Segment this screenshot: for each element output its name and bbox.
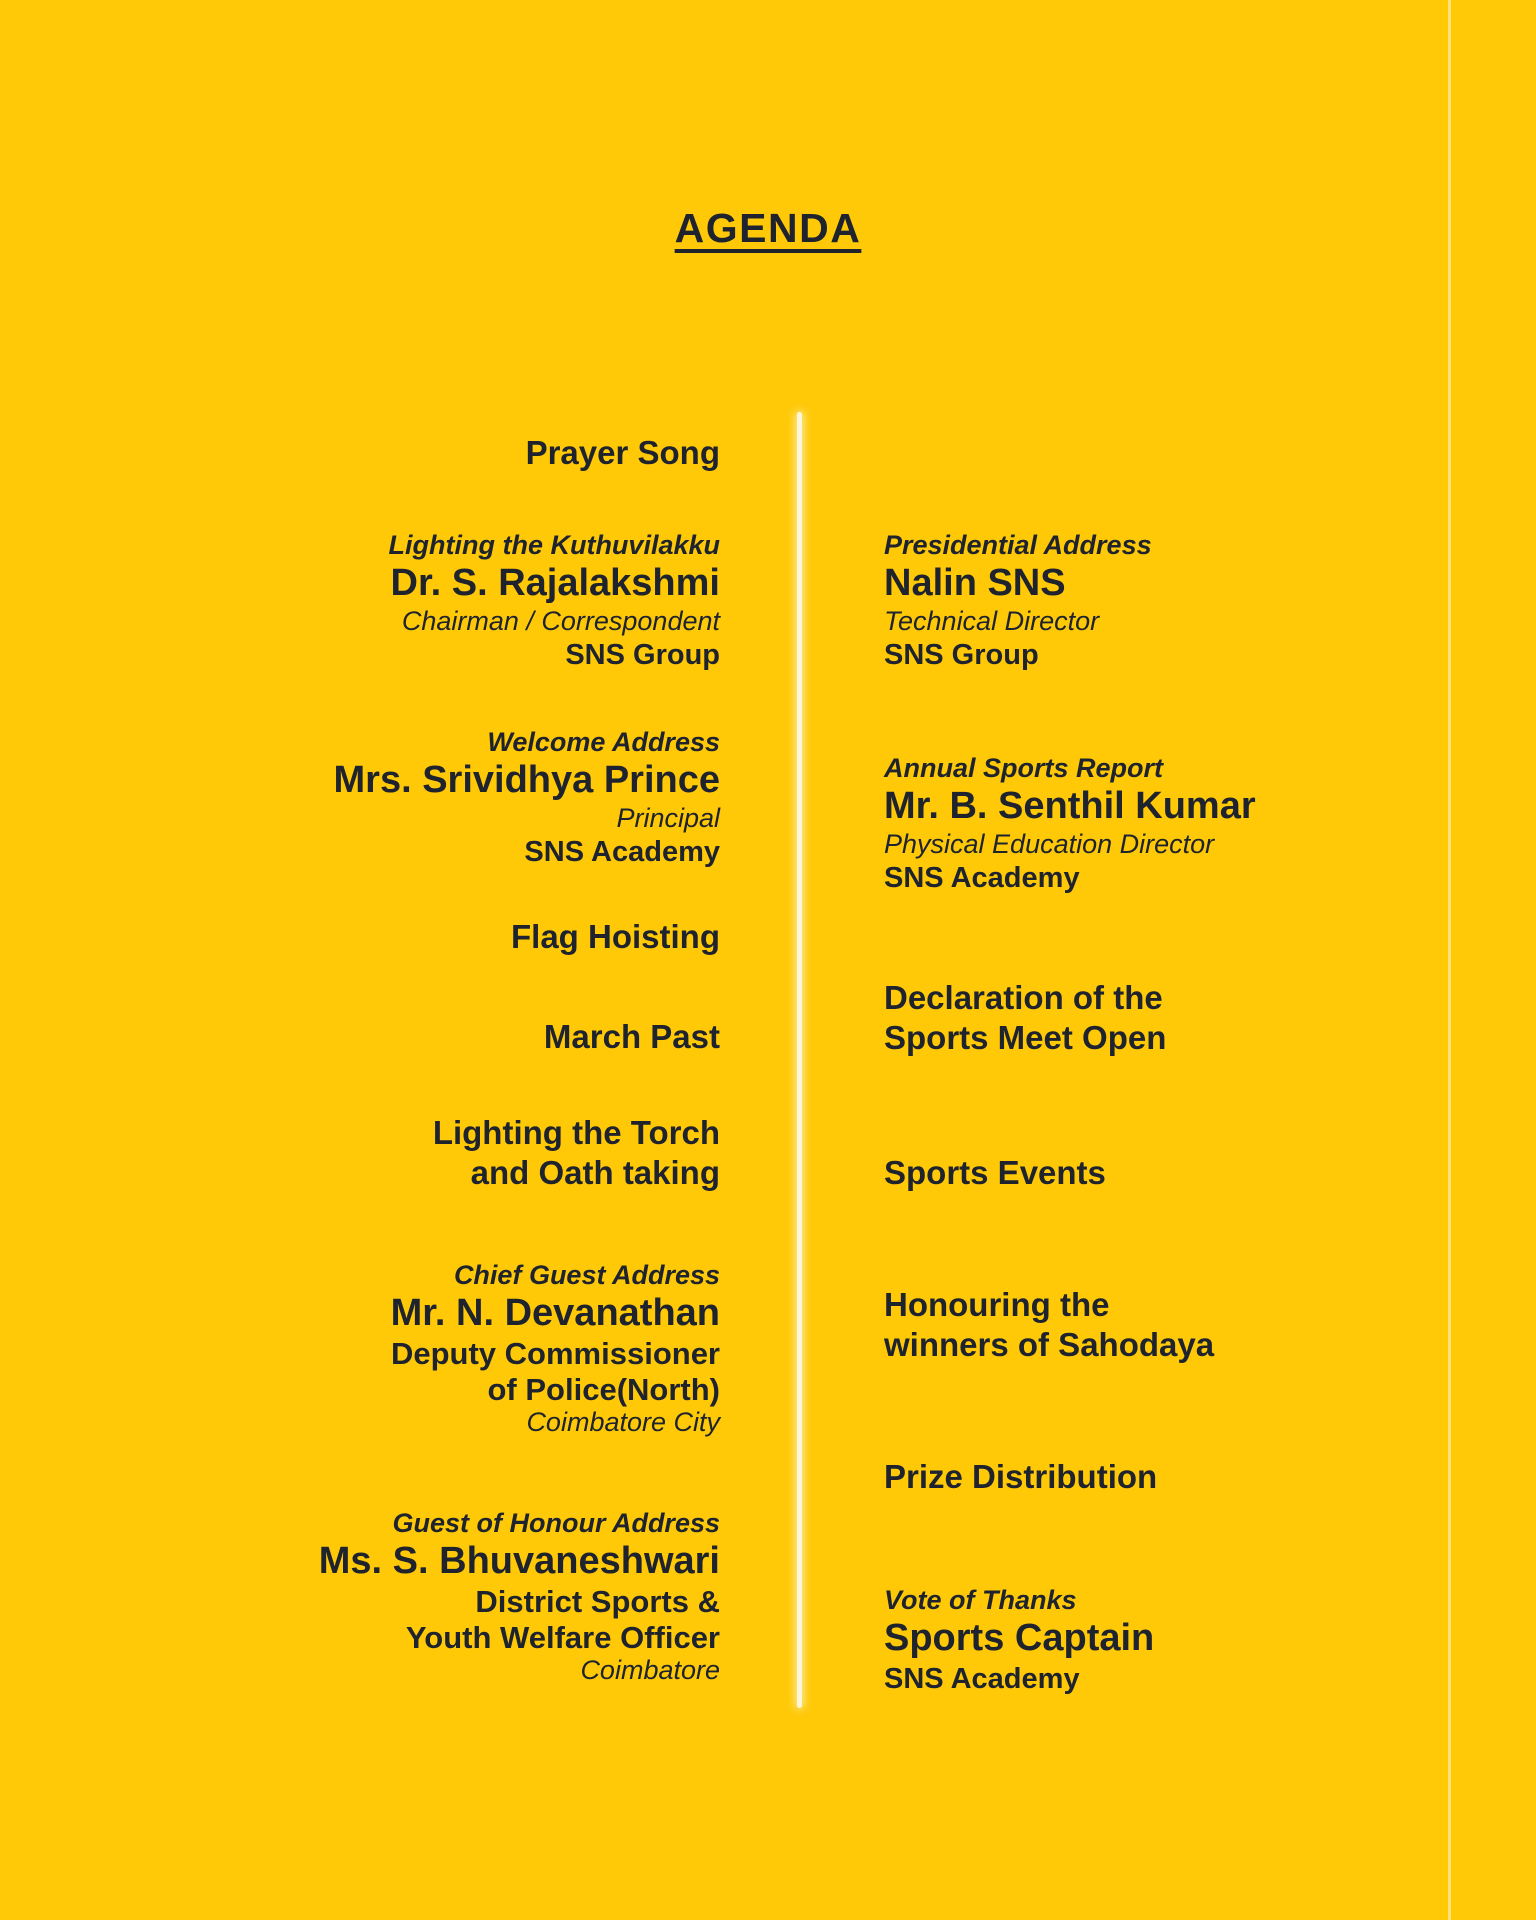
agenda-line-event: and Oath taking (470, 1154, 720, 1192)
agenda-item (160, 727, 720, 870)
agenda-line-event: Prayer Song (525, 434, 720, 471)
agenda-item (160, 1113, 720, 1194)
agenda-line-event: Flag Hoisting (511, 918, 720, 955)
agenda-line-role_italic: Principal (616, 803, 720, 834)
agenda-line-role_bold: District Sports & (475, 1584, 720, 1620)
agenda-line-event: Declaration of the (884, 979, 1163, 1016)
agenda-line-role_italic: Coimbatore City (526, 1407, 720, 1438)
agenda-item (160, 1017, 720, 1057)
agenda-column-left (160, 412, 720, 1708)
agenda-line-label: Lighting the Kuthuvilakku (388, 530, 720, 560)
page-edge-line (1448, 0, 1451, 1920)
agenda-line-role_bold: Youth Welfare Officer (405, 1619, 720, 1655)
agenda-line-role_bold: of Police(North) (487, 1371, 720, 1407)
page-title: AGENDA (674, 205, 862, 251)
agenda-line-org: SNS Group (565, 639, 720, 672)
agenda-line-org: SNS Group (884, 639, 1039, 672)
agenda-line-event: winners of Sahodaya (884, 1326, 1215, 1364)
agenda-line-org: SNS Academy (884, 862, 1080, 895)
agenda-line-label: Presidential Address (884, 530, 1152, 560)
agenda-line-label: Chief Guest Address (453, 1260, 720, 1290)
agenda-line-role_italic: Coimbatore (580, 1655, 720, 1686)
agenda-line-event: March Past (543, 1018, 720, 1055)
agenda-item (884, 978, 1444, 1059)
agenda-line-role_bold: Deputy Commissioner (390, 1336, 720, 1372)
agenda-line-org: SNS Academy (524, 836, 720, 869)
agenda-item (884, 1585, 1444, 1697)
agenda-line-name: Mrs. Srividhya Prince (333, 759, 720, 802)
column-divider (797, 412, 802, 1708)
agenda-item (160, 1260, 720, 1438)
agenda-line-label: Guest of Honour Address (392, 1508, 720, 1538)
agenda-line-org: SNS Academy (884, 1663, 1080, 1696)
agenda-line-name: Mr. B. Senthil Kumar (884, 785, 1256, 828)
agenda-line-event: Honouring the (884, 1286, 1110, 1323)
agenda-line-event: Sports Events (884, 1154, 1106, 1191)
agenda-item (160, 917, 720, 957)
agenda-item (884, 1153, 1444, 1193)
agenda-line-name: Ms. S. Bhuvaneshwari (318, 1540, 720, 1583)
agenda-line-event: Lighting the Torch (432, 1114, 720, 1151)
agenda-item (884, 530, 1444, 673)
agenda-line-label: Welcome Address (487, 727, 720, 757)
agenda-line-event: Prize Distribution (884, 1458, 1158, 1495)
agenda-column-right (884, 412, 1444, 1708)
agenda-line-name: Sports Captain (884, 1617, 1155, 1660)
agenda-line-name: Mr. N. Devanathan (390, 1292, 720, 1335)
agenda-line-role_italic: Technical Director (884, 606, 1100, 637)
agenda-line-label: Vote of Thanks (884, 1585, 1077, 1615)
agenda-line-role_italic: Chairman / Correspondent (401, 606, 720, 637)
agenda-line-name: Dr. S. Rajalakshmi (390, 562, 720, 605)
agenda-item (884, 1457, 1444, 1497)
agenda-line-name: Nalin SNS (884, 562, 1066, 605)
agenda-item (884, 1285, 1444, 1366)
agenda-line-role_italic: Physical Education Director (884, 829, 1215, 860)
agenda-item (160, 530, 720, 673)
agenda-line-event: Sports Meet Open (884, 1019, 1167, 1057)
agenda-item (160, 433, 720, 473)
agenda-line-label: Annual Sports Report (884, 753, 1164, 783)
agenda-item (884, 753, 1444, 896)
agenda-item (160, 1508, 720, 1686)
